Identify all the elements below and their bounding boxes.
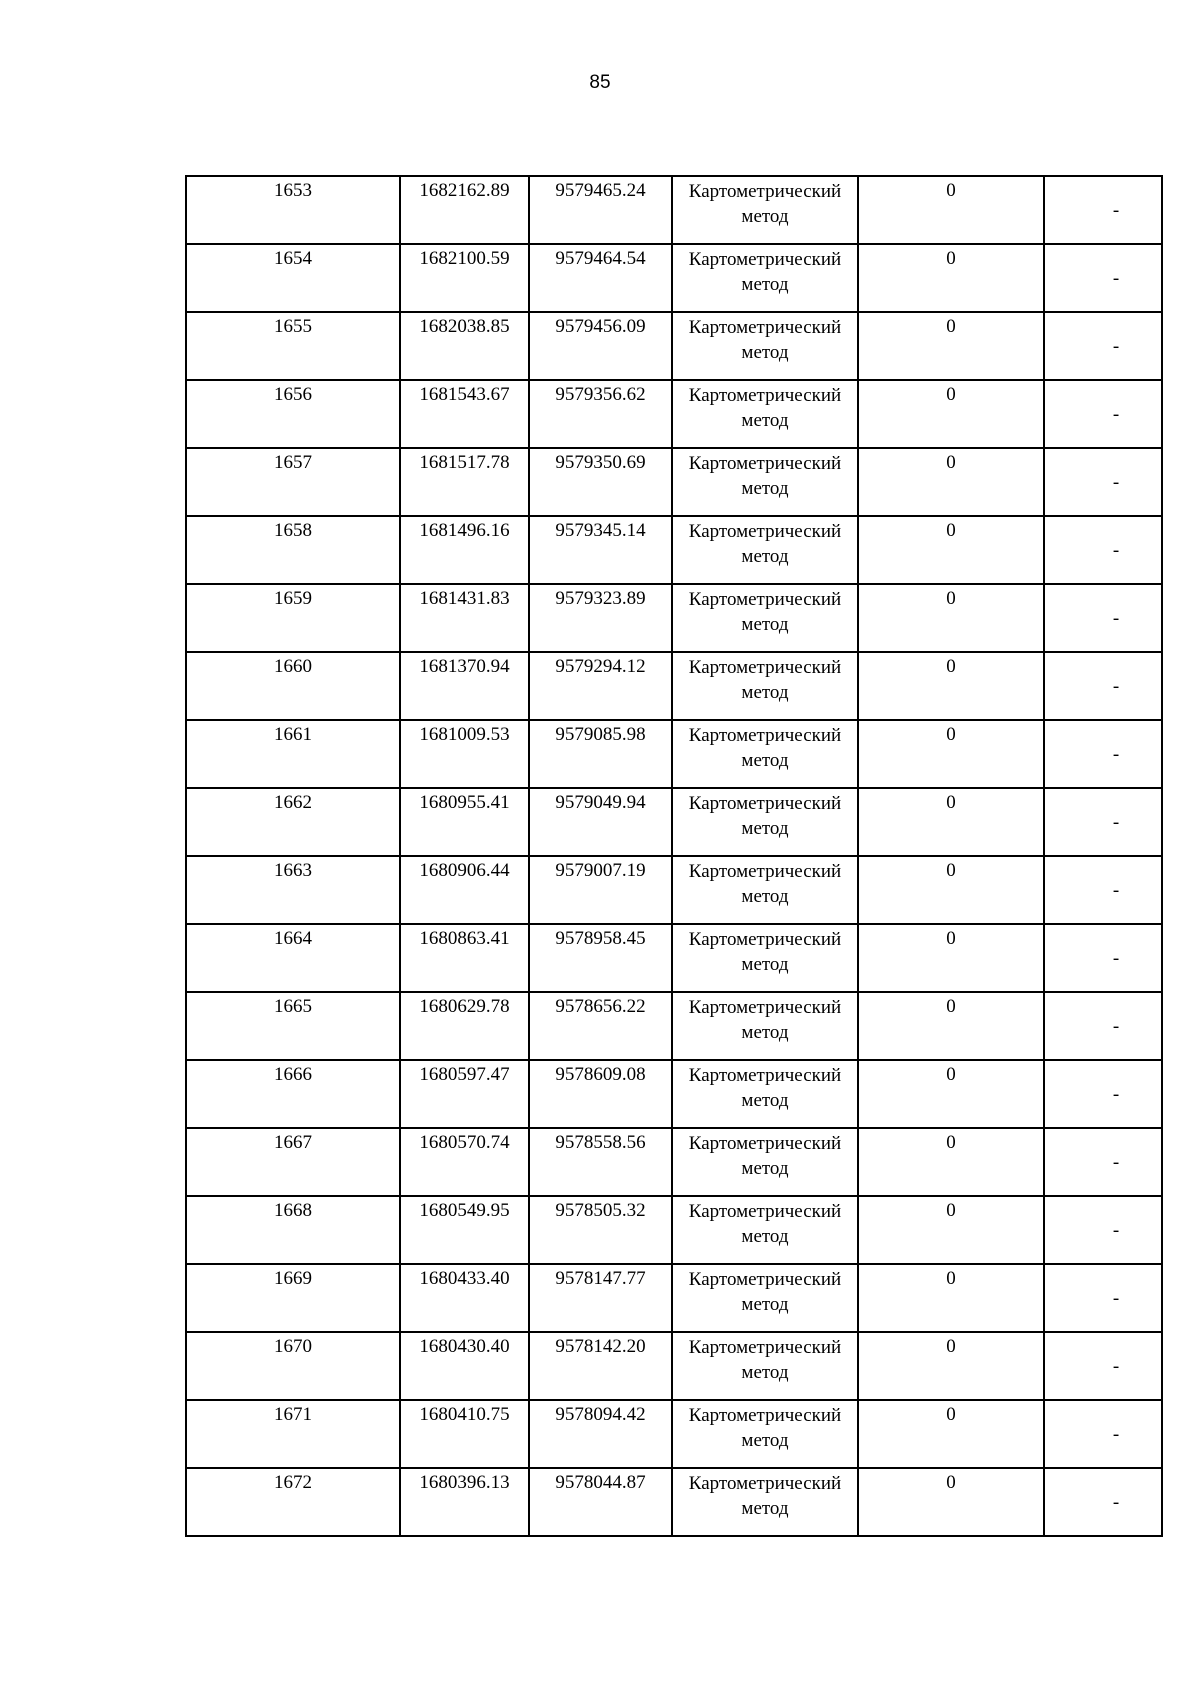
method-cell-text: Картометрический метод [688, 385, 842, 431]
table-row [186, 176, 1162, 244]
note-cell-text: - [1112, 879, 1120, 901]
table-row [186, 992, 1162, 1060]
method-cell [672, 448, 858, 516]
point-number-cell [186, 720, 400, 788]
method-cell [672, 788, 858, 856]
method-cell-text: Картометрический метод [688, 929, 842, 975]
x-coordinate-cell [400, 516, 529, 584]
method-cell-text: Картометрический метод [688, 589, 842, 635]
precision-cell [858, 788, 1044, 856]
note-cell [1044, 244, 1162, 312]
point-number-cell [186, 992, 400, 1060]
x-coordinate-cell [400, 244, 529, 312]
y-coordinate-cell [529, 312, 672, 380]
method-cell [672, 244, 858, 312]
precision-cell [858, 312, 1044, 380]
method-cell-text: Картометрический метод [688, 249, 842, 295]
precision-cell [858, 1332, 1044, 1400]
note-cell [1044, 992, 1162, 1060]
point-number-cell [186, 1332, 400, 1400]
y-coordinate-cell-text: 9579464.54 [555, 248, 646, 269]
y-coordinate-cell-text: 9578147.77 [555, 1268, 646, 1289]
x-coordinate-cell [400, 788, 529, 856]
precision-cell-text: 0 [946, 180, 956, 201]
precision-cell-text: 0 [946, 1472, 956, 1493]
method-cell-text: Картометрический метод [688, 1473, 842, 1519]
precision-cell [858, 856, 1044, 924]
note-cell [1044, 516, 1162, 584]
note-cell [1044, 380, 1162, 448]
x-coordinate-cell [400, 652, 529, 720]
note-cell-text: - [1112, 199, 1120, 221]
point-number-cell-text: 1664 [274, 928, 312, 949]
x-coordinate-cell-text: 1680396.13 [419, 1472, 510, 1493]
page-number: 85 [589, 72, 611, 93]
precision-cell-text: 0 [946, 316, 956, 337]
note-cell [1044, 584, 1162, 652]
point-number-cell [186, 584, 400, 652]
point-number-cell [186, 176, 400, 244]
point-number-cell-text: 1654 [274, 248, 312, 269]
note-cell [1044, 176, 1162, 244]
method-cell [672, 1196, 858, 1264]
precision-cell-text: 0 [946, 1132, 956, 1153]
method-cell-text: Картометрический метод [688, 861, 842, 907]
method-cell-text: Картометрический метод [688, 1133, 842, 1179]
y-coordinate-cell-text: 9578505.32 [555, 1200, 646, 1221]
y-coordinate-cell [529, 176, 672, 244]
x-coordinate-cell-text: 1681517.78 [419, 452, 510, 473]
precision-cell-text: 0 [946, 860, 956, 881]
table-row [186, 312, 1162, 380]
y-coordinate-cell [529, 924, 672, 992]
method-cell [672, 1400, 858, 1468]
x-coordinate-cell-text: 1681370.94 [419, 656, 510, 677]
note-cell-text: - [1112, 1151, 1120, 1173]
point-number-cell [186, 924, 400, 992]
method-cell [672, 1468, 858, 1536]
note-cell-text: - [1112, 947, 1120, 969]
precision-cell-text: 0 [946, 520, 956, 541]
point-number-cell-text: 1661 [274, 724, 312, 745]
precision-cell-text: 0 [946, 792, 956, 813]
y-coordinate-cell-text: 9579356.62 [555, 384, 646, 405]
y-coordinate-cell [529, 448, 672, 516]
x-coordinate-cell-text: 1681496.16 [419, 520, 510, 541]
note-cell [1044, 1332, 1162, 1400]
y-coordinate-cell [529, 652, 672, 720]
precision-cell [858, 992, 1044, 1060]
x-coordinate-cell-text: 1681009.53 [419, 724, 510, 745]
point-number-cell-text: 1656 [274, 384, 312, 405]
precision-cell-text: 0 [946, 656, 956, 677]
precision-cell [858, 1196, 1044, 1264]
precision-cell-text: 0 [946, 1064, 956, 1085]
method-cell-text: Картометрический метод [688, 1337, 842, 1383]
y-coordinate-cell-text: 9578656.22 [555, 996, 646, 1017]
point-number-cell [186, 856, 400, 924]
note-cell-text: - [1112, 1491, 1120, 1513]
x-coordinate-cell-text: 1680863.41 [419, 928, 510, 949]
x-coordinate-cell-text: 1680629.78 [419, 996, 510, 1017]
method-cell [672, 1332, 858, 1400]
x-coordinate-cell-text: 1681543.67 [419, 384, 510, 405]
precision-cell-text: 0 [946, 588, 956, 609]
table-row [186, 244, 1162, 312]
y-coordinate-cell-text: 9579049.94 [555, 792, 646, 813]
precision-cell [858, 176, 1044, 244]
precision-cell [858, 1060, 1044, 1128]
y-coordinate-cell [529, 788, 672, 856]
point-number-cell [186, 1264, 400, 1332]
point-number-cell-text: 1670 [274, 1336, 312, 1357]
table-row [186, 856, 1162, 924]
y-coordinate-cell [529, 720, 672, 788]
note-cell-text: - [1112, 1287, 1120, 1309]
precision-cell-text: 0 [946, 996, 956, 1017]
method-cell [672, 924, 858, 992]
note-cell-text: - [1112, 403, 1120, 425]
point-number-cell [186, 380, 400, 448]
y-coordinate-cell-text: 9579465.24 [555, 180, 646, 201]
x-coordinate-cell [400, 1128, 529, 1196]
x-coordinate-cell-text: 1680955.41 [419, 792, 510, 813]
note-cell [1044, 720, 1162, 788]
note-cell-text: - [1112, 607, 1120, 629]
y-coordinate-cell [529, 380, 672, 448]
point-number-cell-text: 1669 [274, 1268, 312, 1289]
method-cell-text: Картометрический метод [688, 317, 842, 363]
coordinates-table [185, 175, 1163, 1537]
method-cell-text: Картометрический метод [688, 725, 842, 771]
y-coordinate-cell-text: 9578609.08 [555, 1064, 646, 1085]
note-cell [1044, 1264, 1162, 1332]
y-coordinate-cell-text: 9579294.12 [555, 656, 646, 677]
y-coordinate-cell [529, 1196, 672, 1264]
point-number-cell-text: 1659 [274, 588, 312, 609]
x-coordinate-cell-text: 1680410.75 [419, 1404, 510, 1425]
precision-cell [858, 584, 1044, 652]
table-row [186, 1060, 1162, 1128]
precision-cell-text: 0 [946, 1336, 956, 1357]
y-coordinate-cell [529, 516, 672, 584]
x-coordinate-cell-text: 1681431.83 [419, 588, 510, 609]
point-number-cell [186, 1128, 400, 1196]
note-cell [1044, 1400, 1162, 1468]
table-row [186, 924, 1162, 992]
y-coordinate-cell-text: 9579345.14 [555, 520, 646, 541]
precision-cell-text: 0 [946, 1268, 956, 1289]
x-coordinate-cell [400, 380, 529, 448]
precision-cell-text: 0 [946, 452, 956, 473]
x-coordinate-cell [400, 1332, 529, 1400]
note-cell-text: - [1112, 267, 1120, 289]
method-cell-text: Картометрический метод [688, 1201, 842, 1247]
note-cell [1044, 1060, 1162, 1128]
precision-cell [858, 244, 1044, 312]
point-number-cell-text: 1665 [274, 996, 312, 1017]
table-row [186, 1332, 1162, 1400]
precision-cell-text: 0 [946, 248, 956, 269]
y-coordinate-cell [529, 1468, 672, 1536]
note-cell [1044, 652, 1162, 720]
method-cell-text: Картометрический метод [688, 1269, 842, 1315]
table-row [186, 380, 1162, 448]
x-coordinate-cell-text: 1682162.89 [419, 180, 510, 201]
method-cell-text: Картометрический метод [688, 657, 842, 703]
table-row [186, 1128, 1162, 1196]
point-number-cell-text: 1667 [274, 1132, 312, 1153]
point-number-cell-text: 1662 [274, 792, 312, 813]
precision-cell [858, 516, 1044, 584]
point-number-cell [186, 788, 400, 856]
y-coordinate-cell [529, 992, 672, 1060]
precision-cell-text: 0 [946, 1200, 956, 1221]
table-row [186, 584, 1162, 652]
y-coordinate-cell [529, 1264, 672, 1332]
table-row [186, 720, 1162, 788]
note-cell [1044, 788, 1162, 856]
method-cell-text: Картометрический метод [688, 521, 842, 567]
point-number-cell [186, 448, 400, 516]
y-coordinate-cell-text: 9578142.20 [555, 1336, 646, 1357]
method-cell-text: Картометрический метод [688, 453, 842, 499]
method-cell-text: Картометрический метод [688, 997, 842, 1043]
precision-cell [858, 652, 1044, 720]
table-body [186, 176, 1162, 1536]
table-row [186, 788, 1162, 856]
y-coordinate-cell-text: 9578558.56 [555, 1132, 646, 1153]
x-coordinate-cell [400, 1264, 529, 1332]
note-cell-text: - [1112, 335, 1120, 357]
note-cell [1044, 856, 1162, 924]
note-cell-text: - [1112, 539, 1120, 561]
note-cell-text: - [1112, 811, 1120, 833]
point-number-cell [186, 1060, 400, 1128]
point-number-cell-text: 1666 [274, 1064, 312, 1085]
x-coordinate-cell [400, 856, 529, 924]
y-coordinate-cell-text: 9578958.45 [555, 928, 646, 949]
precision-cell [858, 1400, 1044, 1468]
x-coordinate-cell-text: 1680906.44 [419, 860, 510, 881]
point-number-cell-text: 1655 [274, 316, 312, 337]
point-number-cell-text: 1660 [274, 656, 312, 677]
precision-cell [858, 924, 1044, 992]
note-cell-text: - [1112, 675, 1120, 697]
precision-cell [858, 380, 1044, 448]
point-number-cell-text: 1671 [274, 1404, 312, 1425]
x-coordinate-cell-text: 1680570.74 [419, 1132, 510, 1153]
method-cell [672, 720, 858, 788]
point-number-cell [186, 1196, 400, 1264]
note-cell [1044, 924, 1162, 992]
x-coordinate-cell-text: 1680430.40 [419, 1336, 510, 1357]
method-cell-text: Картометрический метод [688, 181, 842, 227]
table-row [186, 652, 1162, 720]
point-number-cell [186, 1468, 400, 1536]
note-cell-text: - [1112, 1015, 1120, 1037]
point-number-cell-text: 1653 [274, 180, 312, 201]
table-row [186, 1400, 1162, 1468]
x-coordinate-cell-text: 1680549.95 [419, 1200, 510, 1221]
x-coordinate-cell [400, 312, 529, 380]
note-cell [1044, 312, 1162, 380]
precision-cell [858, 1468, 1044, 1536]
method-cell [672, 1128, 858, 1196]
precision-cell [858, 720, 1044, 788]
table-row [186, 1196, 1162, 1264]
y-coordinate-cell [529, 244, 672, 312]
x-coordinate-cell-text: 1682038.85 [419, 316, 510, 337]
note-cell-text: - [1112, 1083, 1120, 1105]
method-cell-text: Картометрический метод [688, 1065, 842, 1111]
y-coordinate-cell-text: 9578094.42 [555, 1404, 646, 1425]
point-number-cell-text: 1663 [274, 860, 312, 881]
table-row [186, 516, 1162, 584]
note-cell-text: - [1112, 471, 1120, 493]
x-coordinate-cell [400, 1196, 529, 1264]
x-coordinate-cell [400, 1468, 529, 1536]
x-coordinate-cell [400, 176, 529, 244]
x-coordinate-cell [400, 924, 529, 992]
method-cell-text: Картометрический метод [688, 1405, 842, 1451]
point-number-cell-text: 1657 [274, 452, 312, 473]
table-row [186, 1468, 1162, 1536]
method-cell [672, 652, 858, 720]
note-cell-text: - [1112, 743, 1120, 765]
point-number-cell [186, 244, 400, 312]
table-row [186, 1264, 1162, 1332]
point-number-cell [186, 652, 400, 720]
table-row [186, 448, 1162, 516]
x-coordinate-cell [400, 720, 529, 788]
y-coordinate-cell-text: 9579350.69 [555, 452, 646, 473]
y-coordinate-cell [529, 1060, 672, 1128]
point-number-cell-text: 1672 [274, 1472, 312, 1493]
method-cell [672, 992, 858, 1060]
y-coordinate-cell-text: 9579456.09 [555, 316, 646, 337]
y-coordinate-cell [529, 1128, 672, 1196]
method-cell [672, 176, 858, 244]
x-coordinate-cell [400, 992, 529, 1060]
x-coordinate-cell-text: 1682100.59 [419, 248, 510, 269]
point-number-cell [186, 516, 400, 584]
x-coordinate-cell [400, 448, 529, 516]
y-coordinate-cell [529, 856, 672, 924]
method-cell [672, 516, 858, 584]
point-number-cell [186, 312, 400, 380]
y-coordinate-cell [529, 584, 672, 652]
point-number-cell-text: 1668 [274, 1200, 312, 1221]
x-coordinate-cell-text: 1680433.40 [419, 1268, 510, 1289]
x-coordinate-cell [400, 1060, 529, 1128]
y-coordinate-cell-text: 9579323.89 [555, 588, 646, 609]
y-coordinate-cell-text: 9579085.98 [555, 724, 646, 745]
method-cell [672, 312, 858, 380]
precision-cell-text: 0 [946, 928, 956, 949]
precision-cell-text: 0 [946, 1404, 956, 1425]
method-cell [672, 856, 858, 924]
note-cell [1044, 1196, 1162, 1264]
note-cell [1044, 1468, 1162, 1536]
method-cell [672, 380, 858, 448]
x-coordinate-cell [400, 584, 529, 652]
note-cell-text: - [1112, 1355, 1120, 1377]
x-coordinate-cell-text: 1680597.47 [419, 1064, 510, 1085]
precision-cell-text: 0 [946, 724, 956, 745]
y-coordinate-cell [529, 1400, 672, 1468]
method-cell [672, 584, 858, 652]
precision-cell [858, 1264, 1044, 1332]
point-number-cell-text: 1658 [274, 520, 312, 541]
precision-cell-text: 0 [946, 384, 956, 405]
x-coordinate-cell [400, 1400, 529, 1468]
note-cell [1044, 1128, 1162, 1196]
point-number-cell [186, 1400, 400, 1468]
y-coordinate-cell [529, 1332, 672, 1400]
note-cell-text: - [1112, 1423, 1120, 1445]
y-coordinate-cell-text: 9578044.87 [555, 1472, 646, 1493]
note-cell [1044, 448, 1162, 516]
y-coordinate-cell-text: 9579007.19 [555, 860, 646, 881]
precision-cell [858, 448, 1044, 516]
note-cell-text: - [1112, 1219, 1120, 1241]
method-cell [672, 1060, 858, 1128]
method-cell-text: Картометрический метод [688, 793, 842, 839]
method-cell [672, 1264, 858, 1332]
precision-cell [858, 1128, 1044, 1196]
